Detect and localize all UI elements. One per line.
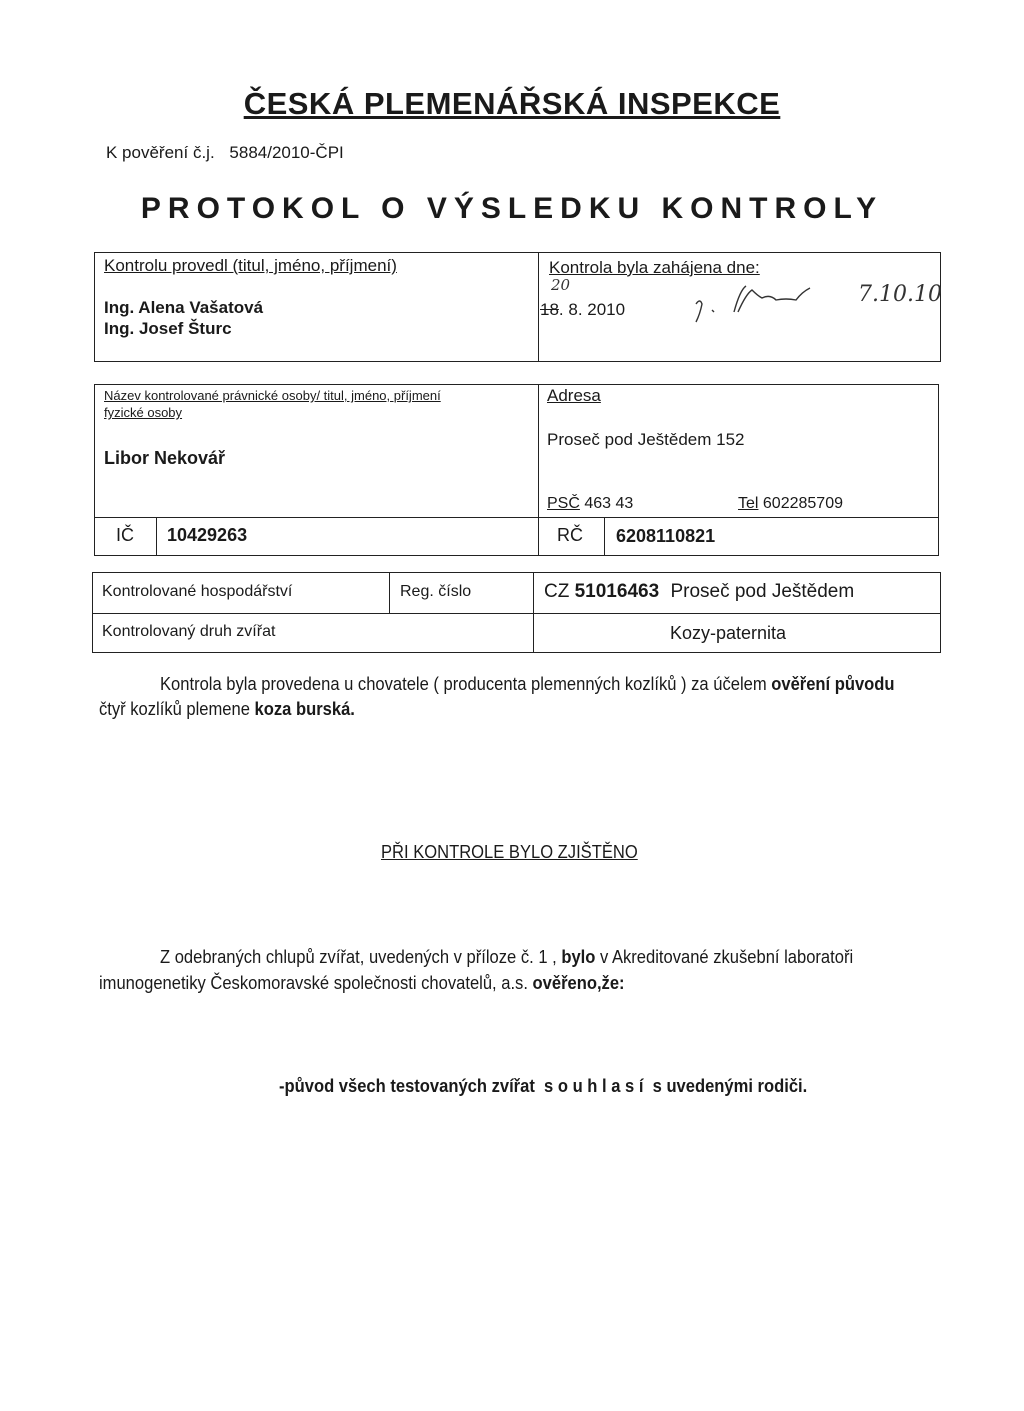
rc-label: RČ bbox=[557, 525, 583, 545]
date-correction-handwritten: 20 bbox=[551, 276, 571, 294]
phone bbox=[738, 495, 843, 513]
findings-paragraph: Z odebraných chlupů zvířat, uvedených v příloze č. 1 , bylo v Akreditované zkušební laboratoři bbox=[160, 947, 854, 967]
species-label: Kontrolovaný druh zvířat bbox=[102, 623, 276, 640]
start-date bbox=[540, 300, 625, 320]
rc-divider bbox=[604, 517, 605, 556]
purpose-paragraph-line2: čtyř kozlíků plemene koza burská. bbox=[99, 699, 355, 719]
start-date-label: Kontrola byla zahájena dne: bbox=[549, 258, 760, 277]
phone-value: 602285709 bbox=[762, 495, 843, 512]
reg-number: 51016463 bbox=[574, 581, 660, 602]
inspector-2: Ing. Josef Šturc bbox=[104, 319, 232, 338]
subject-name-label: Název kontrolované právnické osoby/ titul, jméno, příjmení bbox=[104, 388, 441, 403]
reference-label: K pověření č.j. bbox=[106, 143, 215, 162]
address-value: Proseč pod Ještědem 152 bbox=[547, 430, 745, 449]
reg-value-divider bbox=[533, 572, 534, 653]
reg-value bbox=[544, 581, 854, 603]
farm-label: Kontrolované hospodářství bbox=[102, 583, 293, 600]
signature-mark bbox=[676, 282, 846, 332]
purpose-paragraph: Kontrola byla provedena u chovatele ( producenta plemenných kozlíků ) za účelem ověření původu bbox=[160, 674, 895, 694]
protocol-title: PROTOKOL O VÝSLEDKU KONTROLY bbox=[140, 192, 884, 225]
ic-divider bbox=[156, 517, 157, 556]
subject-id-row-line bbox=[94, 517, 939, 518]
reg-label: Reg. číslo bbox=[400, 583, 472, 600]
conclusion: -původ všech testovaných zvířat s o u h l a s í s uvedenými rodiči. bbox=[279, 1076, 808, 1096]
address-label: Adresa bbox=[547, 386, 601, 405]
psc bbox=[547, 495, 633, 513]
reference-line bbox=[106, 143, 344, 163]
start-date-rest: . 8. 2010 bbox=[558, 300, 626, 319]
reg-label-divider bbox=[389, 572, 390, 613]
psc-value: 463 43 bbox=[584, 495, 634, 512]
subject-name: Libor Nekovář bbox=[104, 448, 226, 468]
findings-heading: PŘI KONTROLE BYLO ZJIŠTĚNO bbox=[381, 842, 638, 862]
reg-place: Proseč pod Ještědem bbox=[670, 581, 855, 602]
inspector-1: Ing. Alena Vašatová bbox=[104, 298, 264, 317]
subject-name-label-line2: fyzické osoby bbox=[104, 405, 183, 420]
organization-title: ČESKÁ PLEMENÁŘSKÁ INSPEKCE bbox=[243, 86, 781, 121]
rc-value: 6208110821 bbox=[616, 526, 716, 546]
species-value: Kozy-paternita bbox=[670, 623, 787, 643]
farm-row-line bbox=[92, 613, 941, 614]
reg-prefix: CZ bbox=[544, 581, 570, 602]
ic-value: 10429263 bbox=[167, 525, 248, 545]
findings-bylo: bylo bbox=[561, 947, 596, 967]
inspection-box-divider bbox=[538, 252, 539, 362]
findings-paragraph-line2: imunogenetiky Českomoravské společnosti chovatelů, a.s. ověřeno,že: bbox=[99, 973, 625, 993]
ic-label: IČ bbox=[116, 525, 134, 545]
phone-label: Tel bbox=[738, 495, 759, 512]
psc-label: PSČ bbox=[547, 495, 580, 512]
reference-number: 5884/2010-ČPI bbox=[229, 143, 344, 162]
findings-verified: ověřeno,že: bbox=[532, 973, 625, 993]
performed-by-label: Kontrolu provedl (titul, jméno, příjmení) bbox=[104, 256, 397, 275]
subject-box-divider bbox=[538, 384, 539, 556]
purpose-highlight: ověření původu bbox=[771, 674, 895, 694]
breed-name: koza burská. bbox=[254, 699, 355, 719]
handwritten-date: 7.10.10 bbox=[858, 282, 942, 307]
start-date-original-day: 18 bbox=[540, 300, 559, 319]
